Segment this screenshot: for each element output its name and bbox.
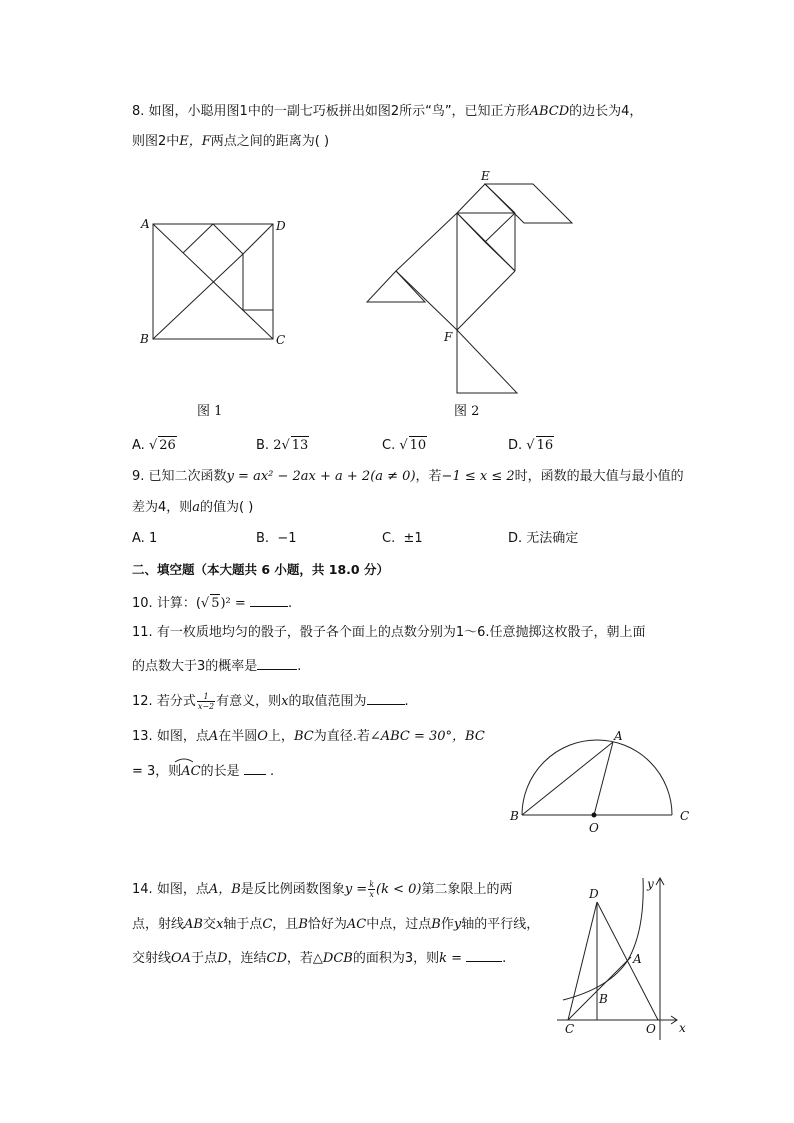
q13-label-O: O: [589, 821, 599, 835]
fig1-label-D: D: [276, 219, 286, 233]
q12-number: 12.: [132, 694, 153, 709]
q9-number: 9.: [132, 469, 145, 484]
q13-label-A: A: [614, 729, 623, 743]
q8-line1: 8. 如图，小聪用图1中的一副七巧板拼出如图2所示“鸟”，已知正方形ABCD的边长为4，: [132, 104, 643, 119]
q9-option-c: C. ±1: [382, 531, 423, 546]
q14-line3: 交射线OA于点D，连结CD，若△DCB的面积为3，则k = .: [132, 947, 506, 968]
q14-fraction: $\frac{k}{x}$: [369, 880, 375, 899]
q8-option-a: A. √ 26: [132, 438, 176, 453]
q14-line2: 点，射线AB交x轴于点C，且B恰好为AC中点，过点B作y轴的平行线，: [132, 917, 540, 932]
q13-answer-blank[interactable]: [244, 760, 266, 775]
q13-number: 13.: [132, 729, 153, 744]
q11-answer-blank[interactable]: [257, 655, 297, 670]
q13-line1: 13. 如图，点A在半圆O上，BC为直径.若∠ABC = 30°，BC: [132, 729, 485, 744]
q12-line: 12. 若分式 $\frac{1}{x-2}$ 有意义，则x的取值范围为 .: [132, 692, 409, 711]
q13-line2: = 3，则AC的长是 .: [132, 760, 274, 781]
q8-option-b: B. 2√ 13: [256, 438, 309, 453]
fig1-label-C: C: [276, 333, 286, 347]
q14-answer-blank[interactable]: [466, 947, 502, 962]
q8-line2: 则图2中E，F两点之间的距离为( ): [132, 134, 330, 149]
q12-fraction: $\frac{1}{x-2}$: [197, 692, 215, 711]
fig1-label-B: B: [140, 332, 149, 346]
fig2-label-F: F: [444, 330, 453, 344]
q14-label-A: A: [633, 952, 642, 966]
q9-option-b: B. −1: [256, 531, 297, 546]
q14-label-x: x: [679, 1021, 686, 1035]
q14-label-D: D: [589, 887, 599, 901]
q11-line2: 的点数大于3的概率是 .: [132, 655, 301, 676]
fig2-caption: 图 2: [454, 404, 480, 419]
q9-option-a: A. 1: [132, 531, 158, 546]
q13-label-B: B: [510, 809, 519, 823]
q10-line: 10. 计算：(√ 5)² = .: [132, 592, 292, 613]
q9-option-d: D. 无法确定: [508, 531, 579, 546]
q14-label-y: y: [647, 877, 654, 891]
q13-label-C: C: [680, 809, 690, 823]
fig2-label-E: E: [481, 169, 490, 183]
fig1-caption: 图 1: [197, 404, 223, 419]
q10-number: 10.: [132, 596, 153, 611]
q9-line1: 9. 已知二次函数y = ax² − 2ax + a + 2(a ≠ 0)，若−1 ≤ x ≤ 2时，函数的最大值与最小值的: [132, 469, 684, 484]
q8-option-c: C. √ 10: [382, 438, 427, 453]
q14-line1: 14. 如图，点A，B是反比例函数图象y = $\frac{k}{x}$ (k < 0)第二象限上的两: [132, 880, 513, 899]
q9-line2: 差为4，则a的值为( ): [132, 500, 254, 515]
q12-answer-blank[interactable]: [367, 690, 405, 705]
q11-number: 11.: [132, 625, 153, 640]
q14-label-O: O: [646, 1022, 656, 1036]
q11-line1: 11. 有一枚质地均匀的骰子，骰子各个面上的点数分别为1～6.任意抛掷这枚骰子，朝上面: [132, 625, 646, 640]
q8-option-d: D. √ 16: [508, 438, 554, 453]
fig1-label-A: A: [141, 217, 150, 231]
q13-arc-ac: AC: [181, 764, 201, 779]
q10-answer-blank[interactable]: [250, 592, 288, 607]
q14-label-B: B: [599, 992, 608, 1006]
q14-number: 14.: [132, 882, 153, 897]
q8-number: 8.: [132, 104, 145, 119]
q14-label-C: C: [565, 1022, 575, 1036]
section-2-heading: 二、填空题（本大题共 6 小题，共 18.0 分）: [132, 562, 389, 577]
